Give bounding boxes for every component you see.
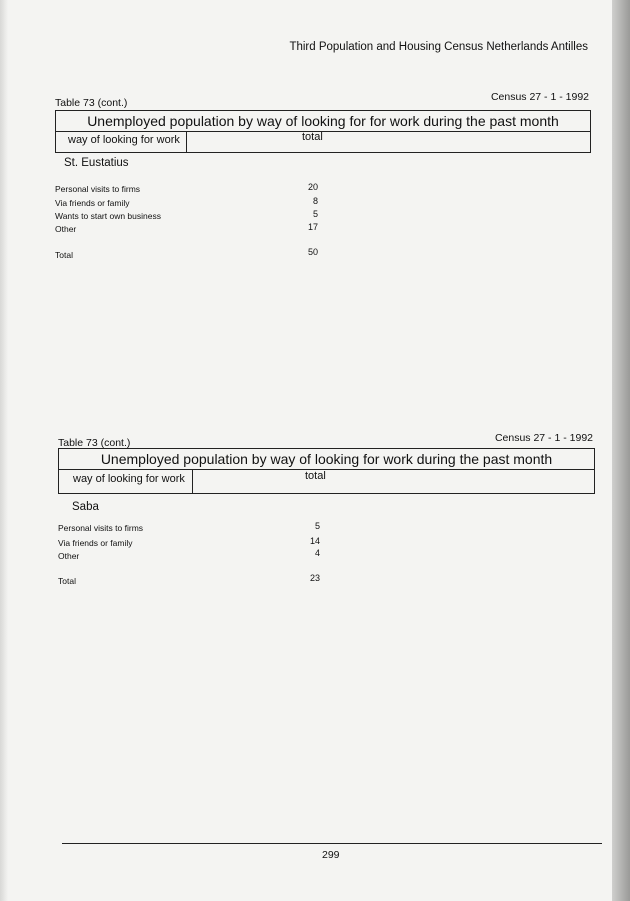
row-value: 5: [314, 521, 320, 531]
row-value: 8: [312, 196, 318, 206]
running-title: Third Population and Housing Census Netherlands Antilles: [289, 41, 588, 53]
row-value: 14: [309, 536, 320, 546]
row-label: Other: [55, 224, 77, 234]
region-label: St. Eustatius: [64, 157, 129, 169]
census-date: Census 27 - 1 - 1992: [490, 91, 589, 103]
region-label: Saba: [72, 501, 99, 513]
scan-page-edge: [612, 0, 630, 901]
row-value: 20: [307, 182, 318, 192]
total-value: 23: [309, 573, 320, 583]
column-header-way: way of looking for work: [73, 473, 185, 485]
page-number: 299: [322, 849, 340, 861]
table-caption: Table 73 (cont.): [58, 437, 131, 449]
total-label: Total: [58, 576, 76, 586]
table-caption: Table 73 (cont.): [55, 97, 128, 109]
table-title: Unemployed population by way of looking for work during the past month: [59, 449, 594, 470]
column-header-way: way of looking for work: [68, 134, 180, 146]
row-value: 4: [314, 548, 320, 558]
table-header-box: [58, 448, 595, 494]
column-divider: [192, 469, 193, 493]
scan-left-edge: [0, 0, 8, 901]
table-header-box: [55, 110, 591, 153]
census-date: Census 27 - 1 - 1992: [494, 432, 593, 444]
column-header-total: total: [305, 470, 326, 482]
column-divider: [186, 131, 187, 152]
table-title: Unemployed population by way of looking for for work during the past month: [56, 111, 590, 132]
total-value: 50: [307, 247, 318, 257]
footer-rule: [62, 843, 602, 844]
row-value: 5: [312, 209, 318, 219]
row-label: Wants to start own business: [55, 211, 161, 221]
row-label: Via friends or family: [55, 198, 130, 208]
row-label: Other: [58, 551, 80, 561]
total-label: Total: [55, 250, 73, 260]
row-label: Via friends or family: [58, 538, 133, 548]
row-label: Personal visits to firms: [55, 184, 141, 194]
row-value: 17: [307, 222, 318, 232]
row-label: Personal visits to firms: [58, 523, 144, 533]
column-header-total: total: [302, 131, 323, 143]
